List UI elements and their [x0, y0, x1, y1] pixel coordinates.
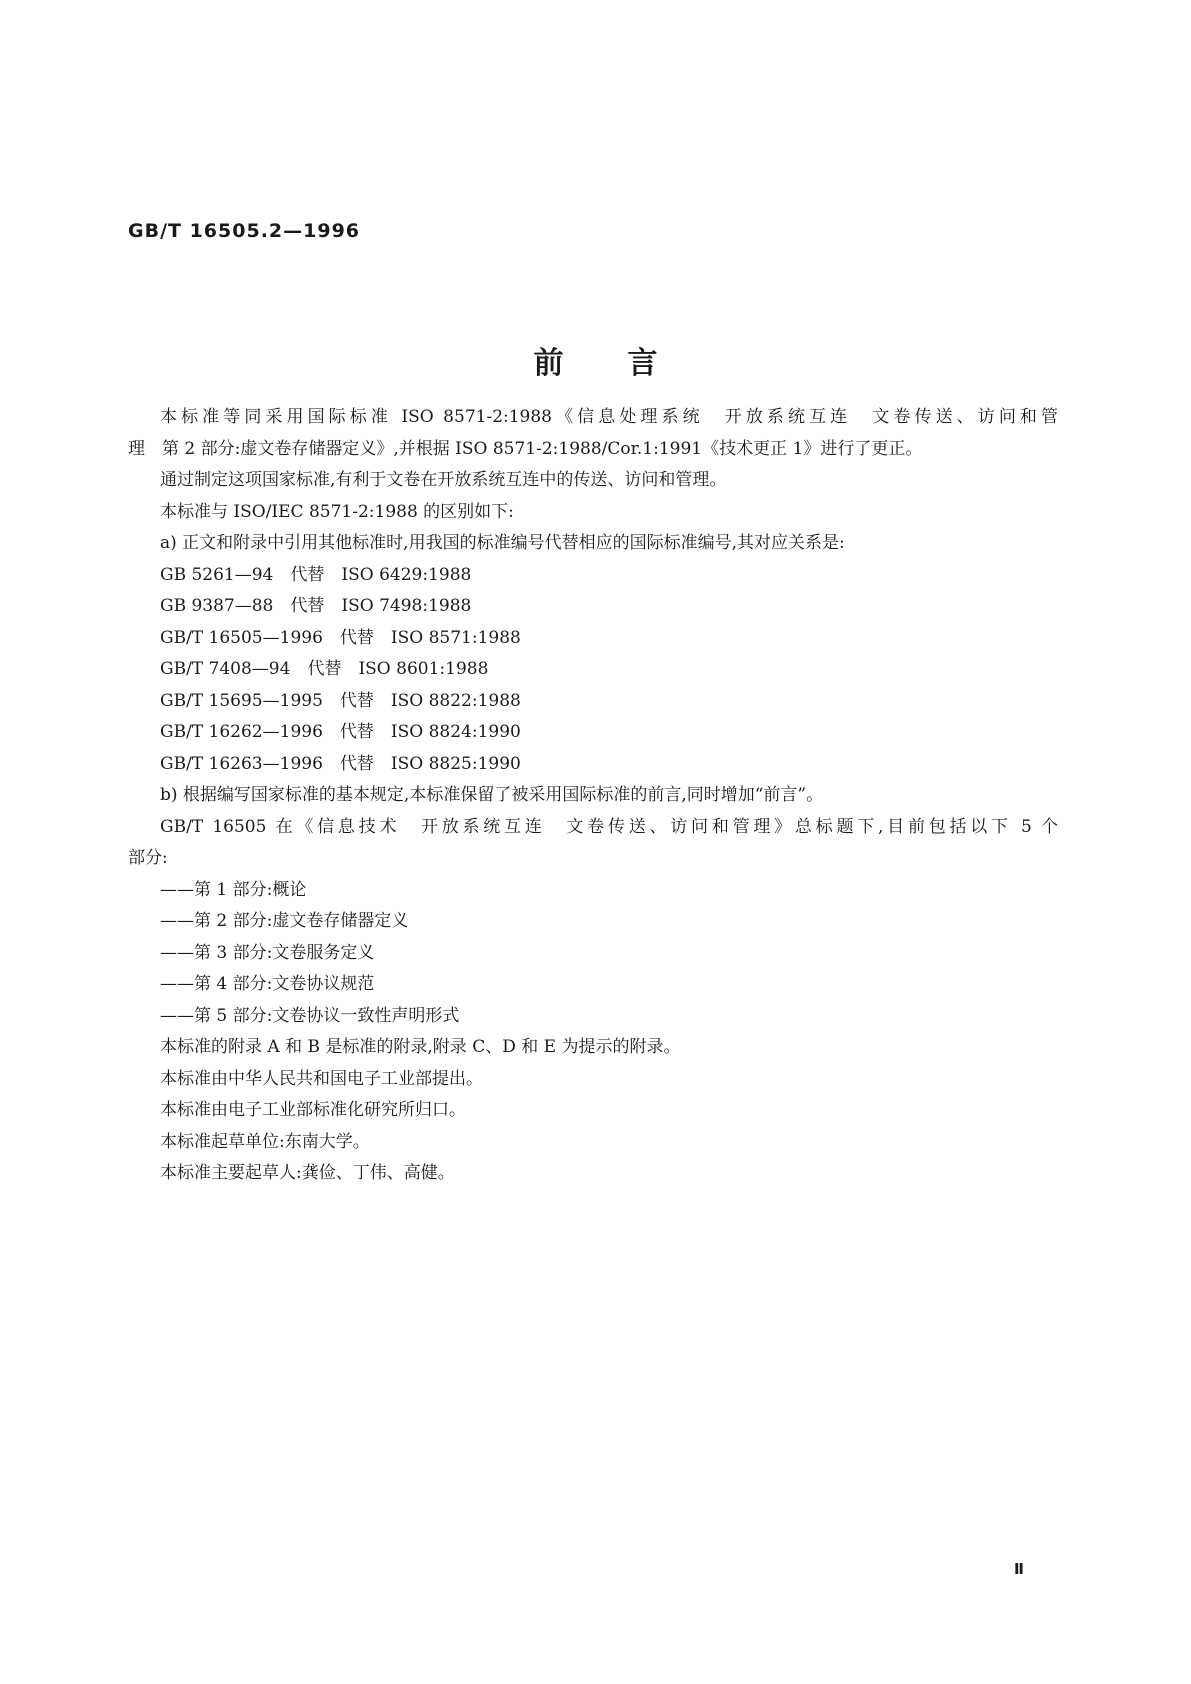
- document-body: [128, 402, 1058, 1190]
- closing-drafters: 本标准主要起草人:龚俭、丁伟、高健。: [160, 1163, 455, 1183]
- paragraph-purpose: 通过制定这项国家标准,有利于文卷在开放系统互连中的传送、访问和管理。: [160, 470, 727, 490]
- paragraph-item-b: b) 根据编写国家标准的基本规定,本标准保留了被采用国际标准的前言,同时增加“前言”。: [160, 785, 824, 805]
- replacement-item: GB/T 16263—1996 代替 ISO 8825:1990: [160, 753, 521, 774]
- part-item: ——第 1 部分:概论: [160, 879, 307, 900]
- replacement-item: GB/T 7408—94 代替 ISO 8601:1988: [160, 659, 489, 679]
- paragraph-adoption-line-1: 本标准等同采用国际标准 ISO 8571-2:1988《信息处理系统 开放系统互连 文卷传送、访问和管: [160, 407, 1058, 427]
- part-item: ——第 2 部分:虚文卷存储器定义: [160, 911, 409, 931]
- page-number: Ⅱ: [1014, 1560, 1024, 1578]
- part-item: ——第 4 部分:文卷协议规范: [160, 974, 375, 994]
- replacement-item: GB/T 15695—1995 代替 ISO 8822:1988: [160, 690, 521, 711]
- paragraph-differences-intro: 本标准与 ISO/IEC 8571-2:1988 的区别如下:: [160, 501, 514, 522]
- part-item: ——第 5 部分:文卷协议一致性声明形式: [160, 1005, 460, 1026]
- replacement-item: GB/T 16262—1996 代替 ISO 8824:1990: [160, 722, 521, 742]
- replacement-item: GB 9387—88 代替 ISO 7498:1988: [160, 596, 472, 616]
- replacement-item: GB 5261—94 代替 ISO 6429:1988: [160, 564, 472, 585]
- replacement-list: [128, 560, 1058, 781]
- standard-code: GB/T 16505.2—1996: [128, 220, 361, 242]
- paragraph-adoption-line-2: 理 第 2 部分:虚文卷存储器定义》,并根据 ISO 8571-2:1988/Cor.1:1991《技术更正 1》进行了更正。: [128, 438, 923, 459]
- paragraph-series-line-1: GB/T 16505 在《信息技术 开放系统互连 文卷传送、访问和管理》总标题下,目前包括以下 5 个: [160, 816, 1058, 837]
- part-item: ——第 3 部分:文卷服务定义: [160, 942, 375, 963]
- paragraph-series-line-2: 部分:: [128, 848, 168, 868]
- closing-administrator: 本标准由电子工业部标准化研究所归口。: [160, 1100, 466, 1120]
- closing-appendix-note: 本标准的附录 A 和 B 是标准的附录,附录 C、D 和 E 为提示的附录。: [160, 1037, 681, 1057]
- closing-statements: [128, 1032, 1058, 1190]
- closing-proposer: 本标准由中华人民共和国电子工业部提出。: [160, 1068, 483, 1089]
- parts-list: [128, 875, 1058, 1033]
- paragraph-item-a: a) 正文和附录中引用其他标准时,用我国的标准编号代替相应的国际标准编号,其对应关系是:: [160, 533, 845, 553]
- page-title: 前言: [533, 346, 722, 381]
- closing-drafting-unit: 本标准起草单位:东南大学。: [160, 1131, 370, 1152]
- replacement-item: GB/T 16505—1996 代替 ISO 8571:1988: [160, 627, 521, 648]
